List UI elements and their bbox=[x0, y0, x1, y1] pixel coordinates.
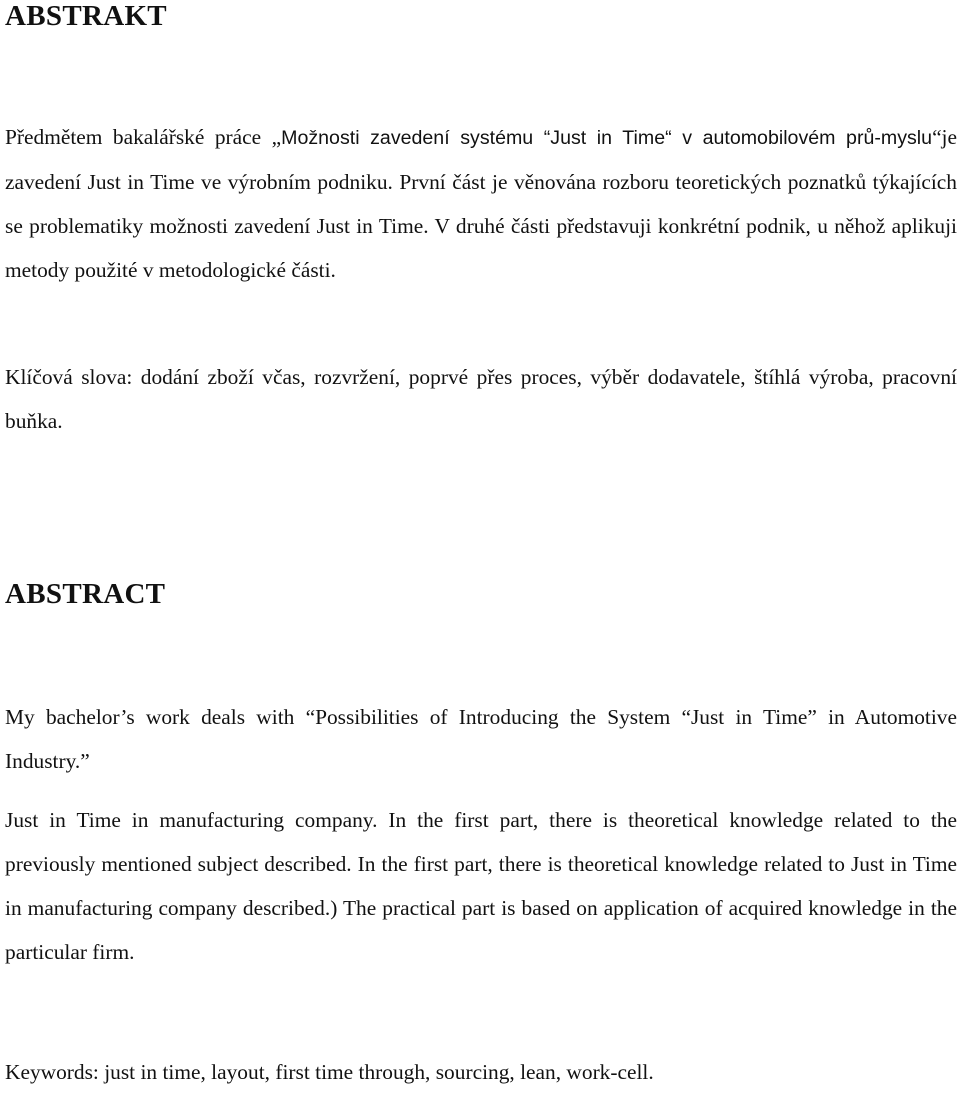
czech-thesis-title: Možnosti zavedení systému “Just in Time“ v automobilovém prů-myslu bbox=[281, 127, 933, 149]
english-abstract-paragraph-1: My bachelor’s work deals with “Possibilities of Introducing the System “Just in Time” in Automotive Industry.” bbox=[5, 705, 957, 773]
czech-abstract-heading: ABSTRAKT bbox=[5, 0, 167, 32]
czech-abstract-lead: Předmětem bakalářské práce „ bbox=[5, 125, 282, 149]
czech-abstract-rest: “je zavedení Just in Time ve výrobním podniku. První část je věnována rozboru teoretických poznatků týkajících se problematiky možnosti zavedení Just in Time. V druhé části představuji konkrétní podnik, u něhož aplikuji metody použité v metodologické části. bbox=[5, 125, 957, 282]
english-keywords: Keywords: just in time, layout, first time through, sourcing, lean, work-cell. bbox=[5, 1060, 654, 1084]
czech-abstract-paragraph bbox=[5, 115, 957, 292]
czech-keywords: Klíčová slova: dodání zboží včas, rozvržení, poprvé přes proces, výběr dodavatele, štíhlá výroba, pracovní buňka. bbox=[5, 365, 957, 433]
english-abstract-paragraph-2: Just in Time in manufacturing company. In the first part, there is theoretical knowledge related to the previously mentioned subject described. In the first part, there is theoretical knowledge related to Just in Time in manufacturing company described.) The practical part is based on application of acquired knowledge in the particular firm. bbox=[5, 808, 957, 964]
english-abstract-heading: ABSTRACT bbox=[5, 578, 166, 610]
